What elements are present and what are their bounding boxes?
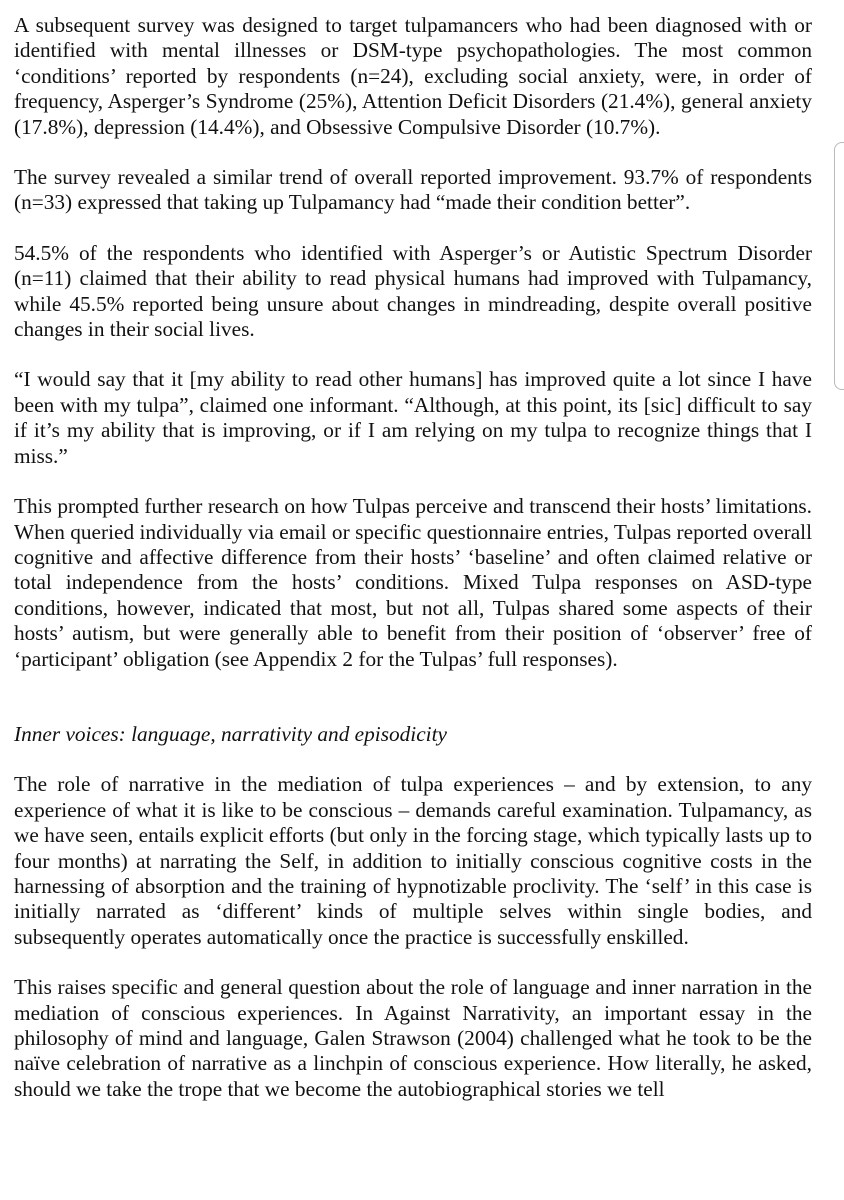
paragraph-informant-quote: “I would say that it [my ability to read other humans] has improved quite a lot since I have been with my tulpa”, claimed one informant. “Although, at this point, its [sic] difficult to say if it’s my ability that is improving, or if I am relying on my tulpa to recognize things that I miss.” [14,367,812,468]
paragraph-survey-conditions: A subsequent survey was designed to target tulpamancers who had been diagnosed with or identified with mental illnesses or DSM-type psychopathologies. The most common ‘conditions’ reported by respondents (n=24), excluding social anxiety, were, in order of frequency, Asperger’s Syndrome (25%), Attention Deficit Disorders (21.4%), general anxiety (17.8%), depression (14.4%), and Obsessive Compulsive Disorder (10.7%). [14,13,812,139]
paragraph-against-narrativity: This raises specific and general question about the role of language and inner narration in the mediation of conscious experiences. In Against Narrativity, an important essay in the philosophy of mind and language, Galen Strawson (2004) challenged what he took to be the naïve celebration of narrative as a linchpin of conscious experience. How literally, he asked, should we take the trope that we become the autobiographical stories we tell [14,975,812,1101]
paragraph-tulpa-research: This prompted further research on how Tulpas perceive and transcend their hosts’ limitations. When queried individually via email or specific questionnaire entries, Tulpas reported overall cognitive and affective difference from their hosts’ ‘baseline’ and often claimed relative or total independence from the hosts’ conditions. Mixed Tulpa responses on ASD-type conditions, however, indicated that most, but not all, Tulpas shared some aspects of their hosts’ autism, but were generally able to benefit from their position of ‘observer’ free of ‘participant’ obligation (see Appendix 2 for the Tulpas’ full responses). [14,494,812,671]
paragraph-improvement: The survey revealed a similar trend of overall reported improvement. 93.7% of respondents (n=33) expressed that taking up Tulpamancy had “made their condition better”. [14,165,812,215]
section-heading: Inner voices: language, narrativity and episodicity [14,721,447,746]
document-page [14,13,812,1127]
scroll-indicator[interactable] [834,142,844,390]
paragraph-asperger-results: 54.5% of the respondents who identified with Asperger’s or Autistic Spectrum Disorder (n=11) claimed that their ability to read physical humans had improved with Tulpamancy, while 45.5% reported being unsure about changes in mindreading, despite overall positive changes in their social lives. [14,240,812,342]
paragraph-narrative-role: The role of narrative in the mediation of tulpa experiences – and by extension, to any experience of what it is like to be conscious – demands careful examination. Tulpamancy, as we have seen, entails explicit efforts (but only in the forcing stage, which typically lasts up to four months) at narrating the Self, in addition to initially conscious cognitive costs in the harnessing of absorption and the training of hypnotizable proclivity. The ‘self’ in this case is initially narrated as ‘different’ kinds of multiple selves within single bodies, and subsequently operates automatically once the practice is successfully enskilled. [14,772,812,949]
